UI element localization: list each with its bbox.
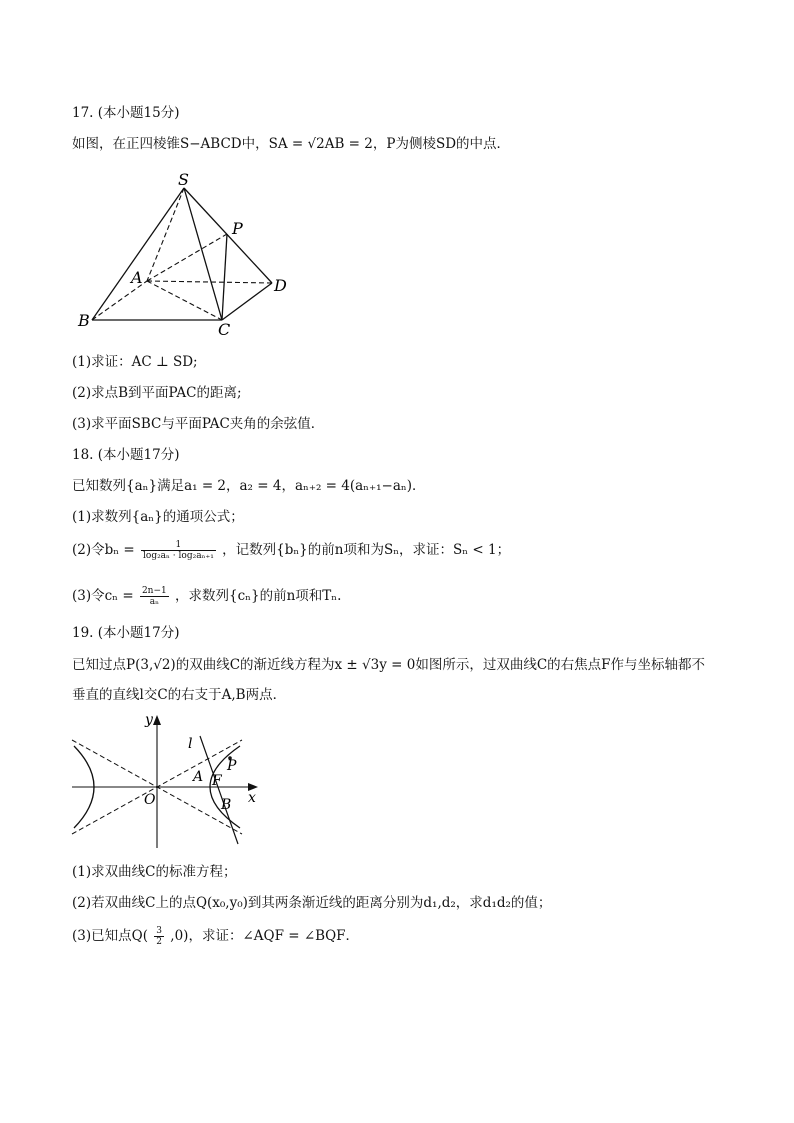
label-y: y [145, 712, 153, 728]
q18-header: 18. (本小题17分) [72, 447, 180, 463]
pyramid-figure [72, 170, 302, 340]
q18-part3-fraction [140, 586, 169, 607]
label-P: P [232, 219, 243, 238]
q19-stem-line1: 已知过点P(3,√2)的双曲线C的渐近线方程为x ± √3y = 0如图所示，过双曲线C的右焦点F作与坐标轴都不 [72, 657, 706, 673]
fraction-denominator: 2 [156, 937, 162, 947]
hyperbola-figure [72, 712, 272, 852]
fraction-denominator: log₂aₙ · log₂aₙ₊₁ [143, 551, 214, 561]
q19-part3 [72, 926, 359, 947]
q18-part2 [72, 540, 510, 561]
q18-stem: 已知数列{aₙ}满足a₁ = 2，a₂ = 4，aₙ₊₂ = 4(aₙ₊₁−aₙ)． [72, 478, 426, 494]
label-B: B [78, 311, 90, 330]
q19-part3-suffix: ,0)，求证：∠AQF = ∠BQF． [170, 928, 360, 944]
q17-part3: (3)求平面SBC与平面PAC夹角的余弦值． [72, 416, 325, 432]
fraction-numerator: 1 [141, 540, 216, 551]
q19-part3-fraction [154, 926, 164, 947]
q19-stem-line2: 垂直的直线l交C的右支于A,B两点． [72, 687, 287, 703]
label-P: P [227, 758, 237, 774]
fraction-denominator: aₙ [149, 597, 159, 607]
label-S: S [178, 170, 189, 189]
q19-part1: (1)求双曲线C的标准方程； [72, 864, 237, 880]
fraction-numerator: 3 [156, 926, 162, 936]
q19-part3-prefix: (3)已知点Q( [72, 928, 148, 944]
q17-stem: 如图，在正四棱锥S−ABCD中，SA = √2AB = 2，P为侧棱SD的中点． [72, 136, 511, 152]
q18-part2-prefix: (2)令bₙ = [72, 542, 135, 558]
q18-part3 [72, 586, 341, 607]
label-A: A [131, 268, 143, 287]
q19-header: 19. (本小题17分) [72, 625, 180, 641]
fraction-numerator: 2n−1 [141, 586, 167, 596]
label-A: A [193, 769, 204, 785]
label-B: B [221, 797, 232, 813]
q17-header: 17. (本小题15分) [72, 105, 180, 121]
label-O: O [144, 792, 156, 808]
label-l: l [188, 736, 193, 752]
label-x: x [248, 790, 256, 806]
label-D: D [274, 276, 287, 295]
q18-part1: (1)求数列{aₙ}的通项公式； [72, 509, 244, 525]
q18-part3-suffix: ，求数列{cₙ}的前n项和Tₙ. [175, 588, 342, 604]
q19-part2: (2)若双曲线C上的点Q(x₀,y₀)到其两条渐近线的距离分别为d₁,d₂，求d₁d₂的值； [72, 895, 552, 911]
q18-part2-fraction [141, 540, 216, 561]
q17-part2: (2)求点B到平面PAC的距离; [72, 385, 242, 401]
q18-part2-suffix: ，记数列{bₙ}的前n项和为Sₙ，求证：Sₙ < 1； [222, 542, 511, 558]
q17-part1: (1)求证：AC ⊥ SD; [72, 354, 198, 370]
label-F: F [212, 773, 222, 789]
label-C: C [218, 320, 231, 339]
q18-part3-prefix: (3)令cₙ = [72, 588, 134, 604]
